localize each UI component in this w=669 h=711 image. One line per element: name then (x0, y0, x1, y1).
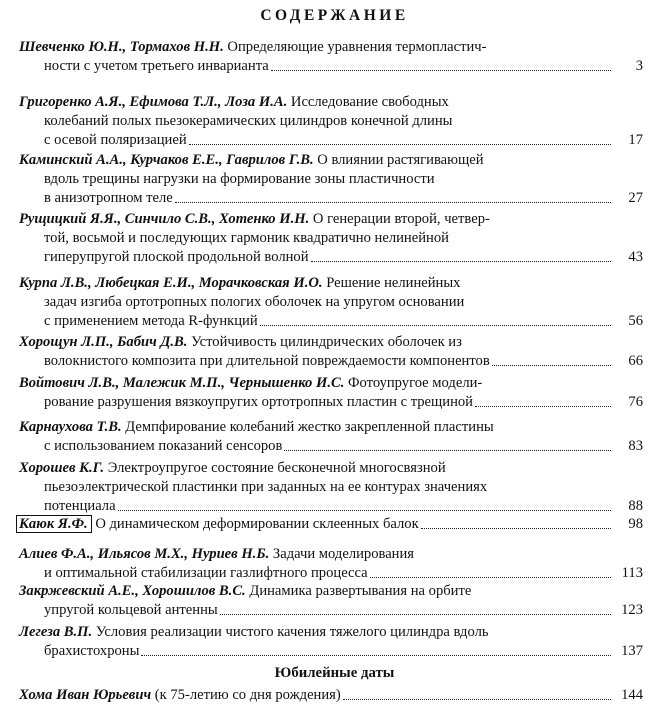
entry-title-line: Динамика развертывания на орбите (249, 583, 472, 599)
page-number: 17 (628, 132, 643, 148)
toc-entry (19, 333, 643, 371)
dot-leader (475, 406, 611, 407)
page-number: 76 (628, 394, 643, 410)
entry-authors: Курпа Л.В., Любецкая Е.И., Морачковская И.О. (19, 275, 323, 291)
entry-authors: Шевченко Ю.Н., Тормахов Н.Н. (19, 39, 224, 55)
entry-title-line: волокнистого композита при длительной повреждаемости компонентов (44, 353, 490, 369)
entry-authors: Хорощун Л.П., Бабич Д.В. (19, 334, 188, 350)
page-number: 43 (628, 249, 643, 265)
entry-line (19, 131, 643, 150)
page-number: 66 (628, 353, 643, 369)
entry-title-line: О влиянии растягивающей (317, 152, 484, 168)
page-number: 88 (628, 498, 643, 514)
entry-title-line: Условия реализации чистого качения тяжелого цилиндра вдоль (95, 624, 489, 640)
entry-line (19, 515, 643, 534)
entry-line-text (44, 601, 220, 620)
entry-authors: Рущицкий Я.Я., Синчило С.В., Хотенко И.Н. (19, 211, 310, 227)
entry-line-text (44, 131, 189, 150)
dot-leader (118, 510, 611, 511)
entry-line (19, 293, 643, 312)
entry-line (19, 686, 643, 705)
entry-title-line: О динамическом деформировании склеенных балок (95, 516, 419, 532)
entry-title-line: колебаний полых пьезокерамических цилиндров конечной длины (44, 113, 453, 129)
entry-title-line: О генерации второй, четвер- (312, 211, 490, 227)
entry-line (19, 38, 643, 57)
entry-line-text (44, 393, 475, 412)
entry-line (19, 189, 643, 208)
dot-leader (271, 70, 611, 71)
entry-line (19, 210, 643, 229)
entry-line (19, 112, 643, 131)
entry-line (19, 393, 643, 412)
entry-line (19, 497, 643, 516)
entry-line-text (44, 564, 370, 583)
entry-line (19, 459, 643, 478)
dot-leader (343, 699, 611, 700)
toc-entry (19, 38, 643, 76)
toc-entry (19, 274, 643, 331)
entry-title-line: Устойчивость цилиндрических оболочек из (191, 334, 462, 350)
entry-line (19, 582, 643, 601)
entry-authors: Григоренко А.Я., Ефимова Т.Л., Лоза И.А. (19, 94, 288, 110)
toc-entry (19, 151, 643, 208)
page-number: 56 (628, 313, 643, 329)
toc-entry (19, 623, 643, 661)
entry-title-line: рование разрушения вязкоупругих ортотропных пластин с трещиной (44, 394, 473, 410)
toc-entry (19, 582, 643, 620)
entry-title-line: той, восьмой и последующих гармоник квадратично нелинейной (44, 230, 449, 246)
entry-authors: Легеза В.П. (19, 624, 93, 640)
dot-leader (421, 528, 611, 529)
entry-title-line: задач изгиба ортотропных пологих оболочек на упругом основании (44, 294, 465, 310)
entry-authors: Алиев Ф.А., Ильясов М.Х., Нуриев Н.Б. (19, 546, 270, 562)
page-number: 83 (628, 438, 643, 454)
entry-line-text (44, 189, 175, 208)
entry-authors: Каминский А.А., Курчаков Е.Е., Гаврилов Г.В. (19, 152, 314, 168)
dot-leader (220, 614, 611, 615)
entry-line-text (44, 437, 284, 456)
entry-title-line: и оптимальной стабилизации газлифтного процесса (44, 565, 368, 581)
entry-title-line: ности с учетом третьего инварианта (44, 58, 269, 74)
entry-line-text (19, 686, 343, 705)
toc-entry (19, 210, 643, 267)
entry-line (19, 170, 643, 189)
toc-entry (19, 418, 643, 456)
entry-line (19, 352, 643, 371)
entry-line (19, 333, 643, 352)
dot-leader (492, 365, 611, 366)
entry-title-line: потенциала (44, 498, 116, 514)
entry-line (19, 274, 643, 293)
page-number: 137 (621, 643, 643, 659)
toc-entry (19, 515, 643, 534)
entry-line (19, 312, 643, 331)
entry-title-line: в анизотропном теле (44, 190, 173, 206)
entry-line (19, 248, 643, 267)
toc-entry (19, 93, 643, 150)
entry-authors: Войтович Л.В., Малежик М.П., Чернышенко И.С. (19, 375, 345, 391)
page-number: 113 (621, 565, 643, 581)
entry-authors: Каюк Я.Ф. (16, 515, 92, 533)
entry-line (19, 57, 643, 76)
page-number: 3 (635, 58, 643, 74)
entry-title-line: упругой кольцевой антенны (44, 602, 218, 618)
entry-title-line: Исследование свободных (290, 94, 449, 110)
entry-title-line: Задачи моделирования (272, 546, 415, 562)
entry-title-line: брахистохроны (44, 643, 140, 659)
entry-title-line: Электроупругое состояние бесконечной многосвязной (107, 460, 446, 476)
entry-title-line: с осевой поляризацией (44, 132, 187, 148)
entry-title-line: с использованием показаний сенсоров (44, 438, 283, 454)
entry-line (19, 478, 643, 497)
entry-authors: Хома Иван Юрьевич (19, 687, 152, 703)
entry-line (19, 418, 643, 437)
entry-line (19, 93, 643, 112)
page-number: 98 (628, 516, 643, 532)
entry-line-text (44, 57, 271, 76)
entry-line (19, 151, 643, 170)
entry-line (19, 545, 643, 564)
entry-line-text (44, 248, 311, 267)
dot-leader (141, 655, 611, 656)
toc-entry (19, 545, 643, 583)
toc-entry (19, 686, 643, 705)
entry-line-text (19, 515, 421, 534)
entry-title-line: Определяющие уравнения термопластич- (227, 39, 487, 55)
entry-line (19, 229, 643, 248)
section-title: Юбилейные даты (274, 665, 395, 681)
entry-title-line: с применением метода R-функций (44, 313, 258, 329)
page-number: 123 (621, 602, 643, 618)
entry-title-line: пьезоэлектрической пластинки при заданных на ее контурах значениях (44, 479, 488, 495)
page-number: 27 (628, 190, 643, 206)
entry-title-line: Решение нелинейных (326, 275, 461, 291)
entry-line (19, 437, 643, 456)
entry-line-text (44, 352, 492, 371)
entry-line (19, 374, 643, 393)
entry-title-line: (к 75-летию со дня рождения) (154, 687, 341, 703)
entry-line (19, 642, 643, 661)
entry-line-text (44, 642, 141, 661)
entry-authors: Карнаухова Т.В. (19, 419, 122, 435)
dot-leader (370, 577, 611, 578)
dot-leader (311, 261, 611, 262)
entry-title-line: Демпфирование колебаний жестко закрепленной пластины (125, 419, 494, 435)
entry-title-line: Фотоупругое модели- (348, 375, 483, 391)
dot-leader (175, 202, 611, 203)
entry-line (19, 601, 643, 620)
dot-leader (284, 450, 611, 451)
entry-line (19, 564, 643, 583)
toc-entry (19, 459, 643, 516)
entry-line (19, 623, 643, 642)
entry-title-line: гиперупругой плоской продольной волной (44, 249, 309, 265)
page-number: 144 (621, 687, 643, 703)
dot-leader (260, 325, 611, 326)
entry-authors: Хорошев К.Г. (19, 460, 105, 476)
entry-authors: Закржевский А.Е., Хорошилов В.С. (19, 583, 246, 599)
dot-leader (189, 144, 611, 145)
entry-line-text (44, 497, 118, 516)
toc-entry (19, 374, 643, 412)
entry-title-line: вдоль трещины нагрузки на формирование зоны пластичности (44, 171, 435, 187)
page-title: СОДЕРЖАНИЕ (260, 7, 409, 24)
entry-line-text (44, 312, 260, 331)
